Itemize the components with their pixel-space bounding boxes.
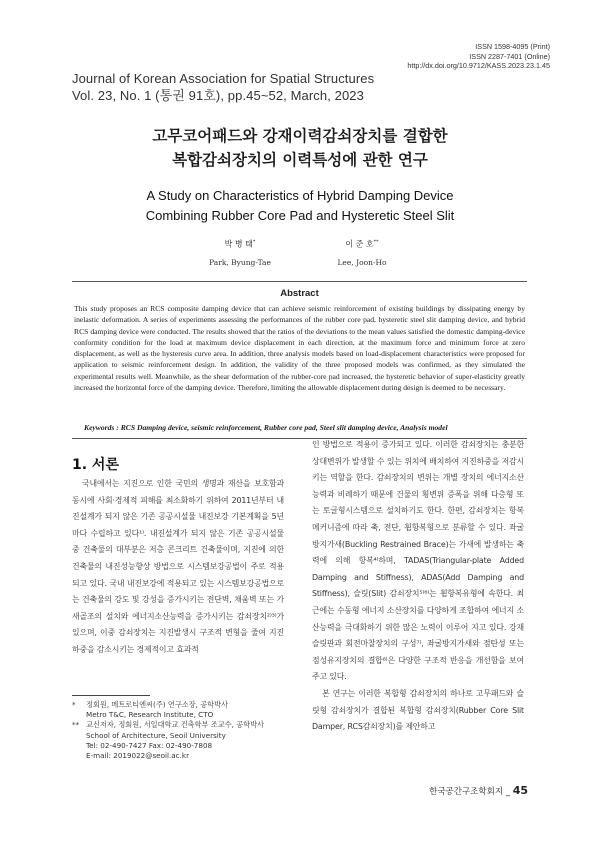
body-paragraph: 인 방법으로 적용이 증가되고 있다. 이러한 감쇠장치는 충분한 상대변위가 발생할 수 있는 위치에 배치하여 지진하중을 저감시키는 역할을 한다. 감쇠장치의 변위는 개별 장치의 에너지소산능력과 비례하기 때문에 건물의 횡변위 증폭을 위해 다층형 또는 토글형시스템으로 설치하기도 한다. 한편, 감쇠장치는 항복메커니즘에 따라 축, 전단, 휨항복형으로 분류할 수 있다. 좌굴방지가새(Buckling Restrained Brace)는 가새에 발생하는 축력에 의해 항복⁴⁾하며, TADAS(Triangular-plate Added Damping and Stiffness), ADAS(Add Damping and Stiffness), 슬릿(Slit) 감쇠장치⁵⁾⁶⁾는 휨항복유형에 속한다. 최근에는 수동형 에너지 소산장치를 다양하게 조합하여 에너지 소산능력을 극대화하기 위한 많은 노력이 이루어 지고 있다. 강재슬릿판과 회전마찰장치의 구성⁷⁾, 좌굴방지가새와 점탄성 또는 점성유지장치의 결합⁸⁾은 다양한 구조적 반응을 개선함을 보여주고 있다. bbox=[312, 440, 524, 682]
footnote-line: 정회원, 메트로티엔씨(주) 연구소장, 공학박사 bbox=[86, 700, 229, 709]
issn-print: ISSN 1598-4095 (Print) bbox=[475, 42, 550, 51]
footnote-rule bbox=[72, 695, 150, 696]
footnote-1-mark: * bbox=[72, 700, 76, 709]
body-column-left bbox=[72, 476, 284, 659]
abstract-text: This study proposes an RCS composite damping device that can achieve seismic reinforcement of existing buildings by dissipating energy by inelastic deformation. A series of experiments assessing the performances of the rubber core pad, hysteretic steel slit damping device, and hybrid RCS damping device were conducted. The results showed that the ratios of the deviations to the mean values satisfied the domestic damping-device conformity condition for the load at maximum device displacement in each direction, at the maximum force and minimum force at zero displacement, as well as the hysteresis curve area. In addition, three analysis models based on load-displacement characteristics were proposed for application to seismic reinforcement design. In addition, the validity of the three proposed models was confirmed, as they simulated the experimental results well. Meanwhile, as the shear deformation of the rubber-core pad increased, the hysteretic behavior of super-elasticity greatly increased the horizontal force of the damping device. Therefore, limiting the allowable displacement during design is deemed to be necessary. bbox=[74, 304, 525, 393]
footnotes bbox=[72, 700, 292, 761]
body-paragraph: 본 연구는 이러한 복합형 감쇠장치의 하나로 고무패드와 슬릿형 감쇠장치가 결합된 복합형 감쇠장치(Rubber Core Slit Damper, RCS감쇠장치)를 제안하고 bbox=[312, 688, 524, 732]
korean-title-line-2: 복합감쇠장치의 이력특성에 관한 연구 bbox=[172, 151, 428, 169]
issn-block bbox=[290, 42, 550, 71]
footnote-1 bbox=[72, 700, 292, 720]
author-1 bbox=[170, 236, 310, 269]
page-number: 45 bbox=[512, 784, 528, 797]
keywords-list: RCS Damping device, seismic reinforcement, Rubber core pad, Steel slit damping device, Analysis model bbox=[120, 423, 448, 432]
author-1-name-en: Park, Byung-Tae bbox=[209, 257, 271, 267]
keywords-label: Keywords : bbox=[84, 423, 119, 432]
footnote-2 bbox=[72, 720, 292, 761]
volume-info: Vol. 23, No. 1 (통권 91호), pp.45~52, March, 2023 bbox=[72, 88, 364, 103]
korean-title-line-1: 고무코어패드와 강재이력감쇠장치를 결합한 bbox=[152, 127, 448, 145]
issn-online: ISSN 2287-7401 (Online) bbox=[469, 51, 550, 61]
english-title-line-2: Combining Rubber Core Pad and Hysteretic Steel Slit bbox=[145, 208, 455, 223]
body-paragraph: 국내에서는 지진으로 인한 국민의 생명과 재산을 보호함과 동시에 사회·경제적 피해를 최소화하기 위하여 2011년부터 내진설계가 되지 않은 기존 공공시설물 내진보강 기본계획을 5년마다 수립하고 있다¹⁾. 내진설계가 되지 않은 기존 공공시설물 중 건축물의 대부분은 저층 콘크리트 건축물이며, 지진에 의한 건축물의 내진성능향상 방법으로 시스템보강공법이 주로 적용되고 있다. 국내 내진보강에 적용되고 있는 시스템보강공법으로는 건축물의 강도 및 강성을 증가시키는 전단벽, 채움벽 또는 가새골조의 설치와 에너지소산능력을 증가시키는 감쇠장치²⁾³⁾가 있으며, 이중 감쇠장치는 지진발생시 구조적 변형을 줄여 지진하중을 감소시키는 경제적이고 효과적 bbox=[72, 479, 284, 654]
footnote-line: Metro T&C, Research Institute, CTO bbox=[86, 710, 214, 720]
section-heading-introduction: 1. 서론 bbox=[72, 457, 119, 473]
english-title-line-1: A Study on Characteristics of Hybrid Damping Device bbox=[146, 188, 454, 203]
author-1-mark: * bbox=[252, 239, 256, 245]
author-2-name-en: Lee, Joon-Ho bbox=[337, 257, 387, 267]
english-title bbox=[50, 186, 550, 226]
author-2-mark: ** bbox=[373, 239, 379, 245]
footnote-line: 교신저자, 정회원, 서일대학교 건축학부 조교수, 공학박사 bbox=[86, 720, 264, 730]
korean-title bbox=[50, 124, 550, 172]
journal-header bbox=[72, 70, 374, 104]
author-2-name-ko: 이 준 호 bbox=[345, 239, 374, 249]
footnote-2-mark: ** bbox=[72, 720, 80, 730]
page-footer bbox=[429, 784, 528, 797]
body-column-right bbox=[312, 437, 524, 736]
author-2 bbox=[292, 236, 432, 269]
keywords bbox=[84, 423, 524, 432]
abstract-top-rule bbox=[72, 281, 527, 282]
footnote-email[interactable]: E-mail: 2019022@seoil.ac.kr bbox=[86, 751, 190, 761]
journal-name: Journal of Korean Association for Spatial Structures bbox=[72, 71, 375, 86]
footer-journal-name: 한국공간구조학회지 _ bbox=[429, 787, 513, 797]
footnote-line: School of Architecture, Seoil University bbox=[86, 730, 226, 740]
abstract-heading: Abstract bbox=[280, 288, 319, 299]
author-1-name-ko: 박 병 태 bbox=[224, 239, 253, 249]
doi-link[interactable]: http://dx.doi.org/10.9712/KASS.2023.23.1.45 bbox=[407, 61, 550, 70]
footnote-line: Tel: 02-490-7427 Fax: 02-490-7808 bbox=[86, 740, 213, 750]
